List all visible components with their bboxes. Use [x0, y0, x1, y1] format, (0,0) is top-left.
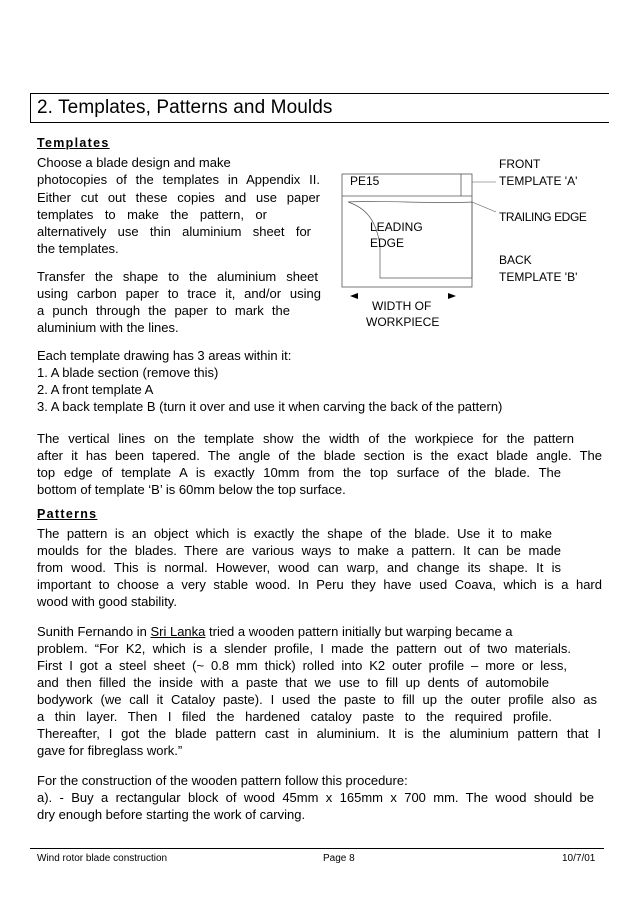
templates-p3-line: The vertical lines on the template show the width of the workpiece for the pattern	[37, 431, 574, 446]
areas-list-item: 2. A front template A	[37, 382, 154, 397]
templates-p1-line: Choose a blade design and make	[37, 155, 231, 170]
text-span: tried a wooden pattern initially but warping became a	[205, 624, 513, 639]
patterns-p2-line: problem. “For K2, which is a slender profile, I made the pattern out of two materials.	[37, 641, 571, 656]
front-template-label: TEMPLATE 'A'	[499, 174, 578, 188]
templates-p1-line: photocopies of the templates in Appendix II.	[37, 172, 320, 187]
areas-intro: Each template drawing has 3 areas within it:	[37, 348, 292, 363]
section-title-box	[30, 93, 609, 123]
section-title: 2. Templates, Patterns and Moulds	[37, 97, 333, 118]
back-template-label: TEMPLATE 'B'	[499, 270, 578, 284]
text-span: Sunith Fernando in	[37, 624, 151, 639]
footer-divider	[30, 848, 604, 849]
templates-heading: Templates	[37, 136, 110, 150]
patterns-p1-line: wood with good stability.	[37, 594, 177, 609]
templates-p3-line: top edge of template A is exactly 10mm from the top surface of the blade. The	[37, 465, 561, 480]
templates-p2-line: using carbon paper to trace it, and/or using	[37, 286, 321, 301]
templates-p2-line: aluminium with the lines.	[37, 320, 179, 335]
width-of-workpiece-label: WORKPIECE	[366, 315, 440, 329]
areas-list-item: 3. A back template B (turn it over and use it when carving the back of the pattern)	[37, 399, 503, 414]
blade-section-curve	[348, 201, 472, 278]
patterns-heading: Patterns	[37, 507, 98, 521]
patterns-p3-line: a). - Buy a rectangular block of wood 45mm x 165mm x 700 mm. The wood should be	[37, 790, 594, 805]
footer-left: Wind rotor blade construction	[37, 853, 168, 864]
patterns-p2-line: First I got a steel sheet (~ 0.8 mm thick) rolled into K2 outer profile – more or less,	[37, 658, 567, 673]
areas-list-item: 1. A blade section (remove this)	[37, 365, 219, 380]
templates-p3-line: after it has been tapered. The angle of the blade section is the exact blade angle. The	[37, 448, 602, 463]
patterns-p2-line: bodywork (we call it Cataloy paste). I used the paste to fill up the outer profile also as	[37, 692, 597, 707]
footer-date: 10/7/01	[562, 853, 596, 864]
width-arrow-left	[350, 293, 358, 299]
footer-page-number: Page 8	[323, 853, 355, 864]
leading-edge-label: LEADING	[370, 220, 423, 234]
templates-p1-line: templates to make the pattern, or	[37, 207, 267, 222]
patterns-p1-line: The pattern is an object which is exactly the shape of the blade. Use it to make	[37, 526, 552, 541]
patterns-p2-line: and then filled the inside with a paste that we use to fill up dents of automobile	[37, 675, 549, 690]
patterns-p3-line: dry enough before starting the work of carving.	[37, 807, 306, 822]
trailing-edge-label: TRAILING EDGE	[499, 210, 587, 224]
width-arrow-right	[448, 293, 456, 299]
templates-p1-line: the templates.	[37, 241, 119, 256]
patterns-p2-line: Thereafter, I got the blade pattern cast in aluminium. It is the aluminium pattern that I	[37, 726, 601, 741]
patterns-p2-first-line	[37, 624, 513, 640]
leading-edge-label: EDGE	[370, 236, 405, 250]
front-template-label: FRONT	[499, 157, 541, 171]
patterns-p2-line: a thin layer. Then I filed the hardened cataloy paste to the required profile.	[37, 709, 552, 724]
back-template-label: BACK	[499, 253, 532, 267]
patterns-p3-line: For the construction of the wooden pattern follow this procedure:	[37, 773, 408, 788]
patterns-p1-line: from wood. This is normal. However, wood can warp, and change its shape. It is	[37, 560, 561, 575]
sri-lanka-link[interactable]: Sri Lanka	[150, 624, 206, 639]
trailing-leader-line	[472, 202, 496, 212]
templates-p2-line: Transfer the shape to the aluminium sheet	[37, 269, 318, 284]
patterns-p2-line: gave for fibreglass work.”	[37, 743, 183, 758]
templates-p2-line: a punch through the paper to mark the	[37, 303, 290, 318]
templates-p1-line: Either cut out these copies and use paper	[37, 190, 320, 205]
patterns-p1-line: moulds for the blades. There are various ways to make a pattern. It can be made	[37, 543, 561, 558]
width-of-workpiece-label: WIDTH OF	[372, 299, 432, 313]
patterns-p1-line: important to choose a very stable wood. In Peru they have used Coava, which is a hard	[37, 577, 602, 592]
templates-p1-line: alternatively use thin aluminium sheet for	[37, 224, 311, 239]
pe15-label: PE15	[350, 174, 380, 188]
templates-p3-line: bottom of template ‘B’ is 60mm below the top surface.	[37, 482, 346, 497]
